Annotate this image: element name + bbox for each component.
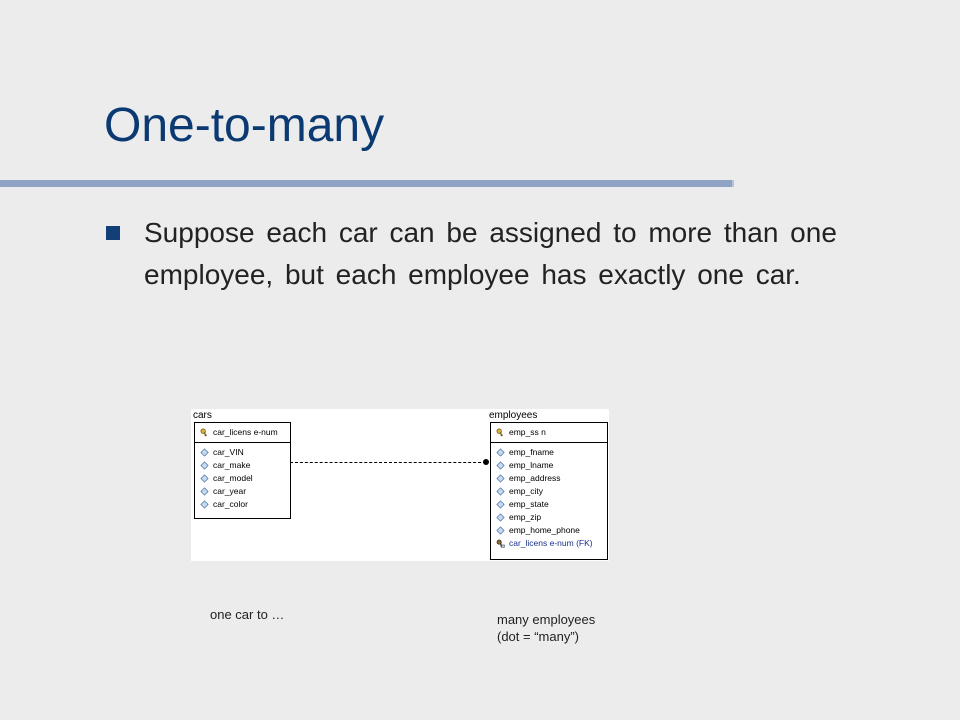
- cars-attribute: [195, 498, 290, 511]
- diamond-icon: [496, 461, 505, 470]
- key-link-icon: [496, 539, 505, 548]
- caption-right-line2: (dot = “many”): [497, 629, 579, 644]
- cars-attribute: [195, 446, 290, 459]
- relationship-line: [290, 462, 486, 463]
- er-diagram: [191, 409, 609, 561]
- cars-attribute-list: [195, 443, 290, 511]
- employees-attribute-label: emp_home_phone: [509, 525, 580, 535]
- diamond-icon: [496, 448, 505, 457]
- employees-attribute-label: emp_fname: [509, 447, 554, 457]
- employees-attribute: [491, 485, 607, 498]
- key-icon: [200, 428, 209, 437]
- cars-pk-section: [195, 423, 290, 443]
- bullet-text: Suppose each car can be assigned to more than one employee, but each employee has exactly one car.: [144, 217, 837, 290]
- diamond-icon: [496, 500, 505, 509]
- diamond-icon: [200, 448, 209, 457]
- employees-fk-label: car_licens e-num (FK): [509, 538, 593, 548]
- diamond-icon: [200, 500, 209, 509]
- employees-pk-label: emp_ss n: [509, 427, 546, 437]
- employees-attribute-label: emp_zip: [509, 512, 542, 522]
- employees-pk-attribute: [491, 426, 546, 439]
- cars-attribute: [195, 472, 290, 485]
- employees-attribute-list: [491, 443, 607, 550]
- employees-foreign-key-attribute: [491, 537, 607, 550]
- cars-entity-name: cars: [193, 410, 212, 421]
- cars-attribute-label: car_VIN: [213, 447, 244, 457]
- employees-attribute-label: emp_state: [509, 499, 549, 509]
- cars-attribute-label: car_make: [213, 460, 251, 470]
- employees-attribute: [491, 472, 607, 485]
- slide-title: One-to-many: [104, 99, 385, 152]
- many-dot-icon: [483, 459, 489, 465]
- employees-entity-name: employees: [489, 410, 538, 421]
- employees-attribute-label: emp_city: [509, 486, 544, 496]
- employees-attribute-label: emp_lname: [509, 460, 554, 470]
- employees-attribute: [491, 498, 607, 511]
- diamond-icon: [200, 474, 209, 483]
- title-underline-end: [732, 180, 734, 187]
- diamond-icon: [496, 487, 505, 496]
- employees-pk-section: [491, 423, 607, 443]
- employees-attribute: [491, 511, 607, 524]
- caption-left: one car to …: [210, 607, 285, 622]
- employees-attribute-label: emp_address: [509, 473, 561, 483]
- employees-attribute: [491, 446, 607, 459]
- employees-attribute: [491, 459, 607, 472]
- cars-attribute: [195, 459, 290, 472]
- cars-attribute: [195, 485, 290, 498]
- title-underline: [0, 180, 732, 187]
- employees-attribute: [491, 524, 607, 537]
- cars-attribute-label: car_model: [213, 473, 253, 483]
- caption-right-line1: many employees: [497, 612, 596, 627]
- cars-pk-attribute: [195, 426, 278, 439]
- diamond-icon: [496, 526, 505, 535]
- cars-pk-label: car_licens e-num: [213, 427, 278, 437]
- key-icon: [496, 428, 505, 437]
- diamond-icon: [200, 487, 209, 496]
- cars-attribute-label: car_year: [213, 486, 247, 496]
- diamond-icon: [496, 474, 505, 483]
- diamond-icon: [200, 461, 209, 470]
- diamond-icon: [496, 513, 505, 522]
- cars-attribute-label: car_color: [213, 499, 248, 509]
- cars-entity: [194, 422, 291, 519]
- square-bullet-icon: [106, 226, 120, 240]
- employees-entity: [490, 422, 608, 560]
